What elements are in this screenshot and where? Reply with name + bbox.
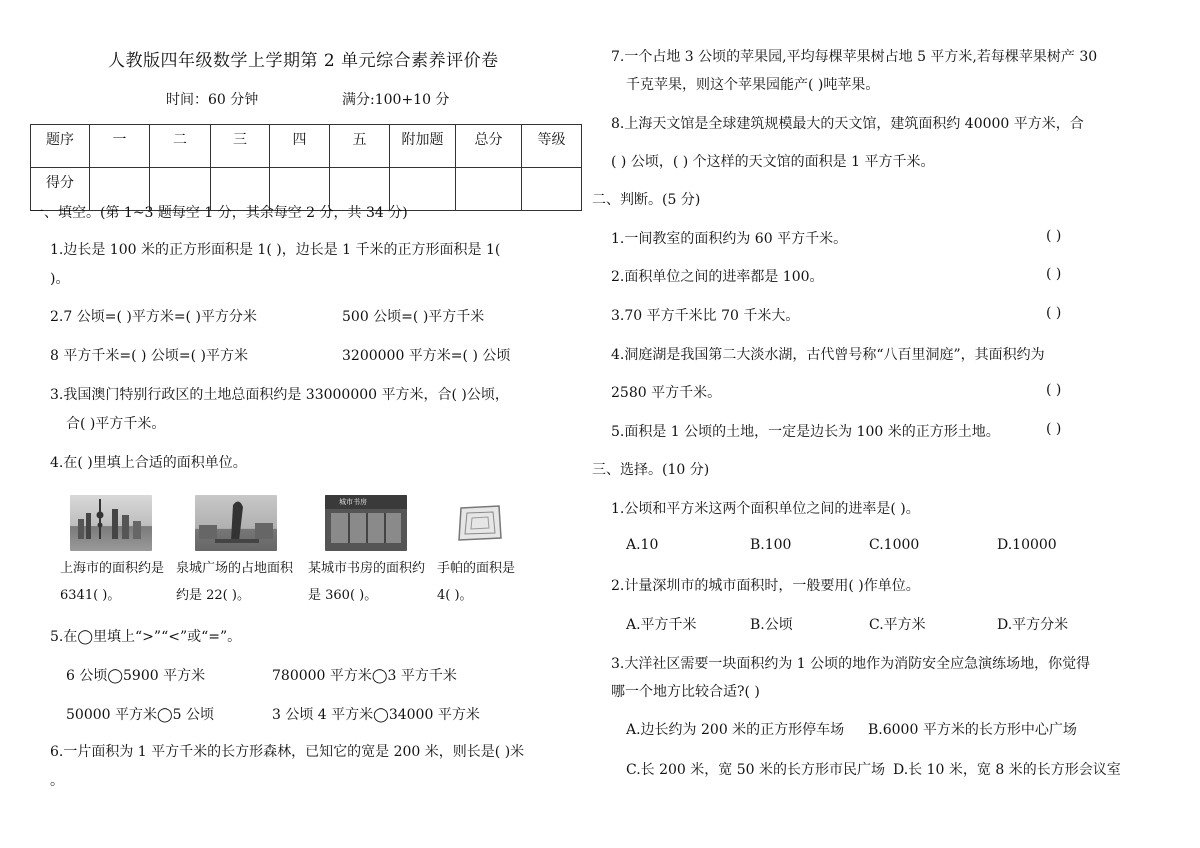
picture-1-caption-line-2: 6341( )。 bbox=[60, 588, 121, 603]
choice-2-option-b[interactable]: B.公顷 bbox=[750, 617, 793, 633]
question-2-part-b: 500 公顷=( )平方千米 bbox=[342, 309, 485, 325]
judge-3-answer[interactable]: ( ) bbox=[1046, 305, 1062, 321]
score-table-header: 五 bbox=[330, 125, 390, 168]
question-1-line-2: )。 bbox=[50, 271, 70, 287]
exam-full-score: 满分:100+10 分 bbox=[342, 92, 450, 108]
question-3-line-2: 合( )平方千米。 bbox=[66, 416, 166, 432]
shanghai-skyline-icon bbox=[70, 495, 152, 551]
question-5: 5.在◯里填上“>”“<”或“=”。 bbox=[50, 629, 242, 645]
judge-1: 1.一间教室的面积约为 60 平方千米。 bbox=[611, 231, 848, 247]
shanghai-skyline-photo bbox=[70, 495, 152, 551]
score-row-label: 得分 bbox=[31, 168, 90, 211]
score-table-header: 总分 bbox=[456, 125, 522, 168]
page-title: 人教版四年级数学上学期第 2 单元综合素养评价卷 bbox=[108, 51, 499, 71]
question-6-line-1: 6.一片面积为 1 平方千米的长方形森林，已知它的宽是 200 米，则长是( )米 bbox=[50, 744, 525, 760]
judge-5-answer[interactable]: ( ) bbox=[1046, 421, 1062, 437]
score-cell[interactable] bbox=[522, 168, 582, 211]
choice-1-option-d[interactable]: D.10000 bbox=[997, 537, 1057, 553]
judge-4-line-2: 2580 平方千米。 bbox=[611, 385, 722, 401]
question-2-part-a: 2.7 公顷=( )平方米=( )平方分米 bbox=[50, 309, 257, 325]
choice-1: 1.公顷和平方米这两个面积单位之间的进率是( )。 bbox=[611, 501, 920, 517]
picture-4-caption-line-2: 4( )。 bbox=[437, 588, 473, 603]
question-5-compare-c: 50000 平方米◯5 公顷 bbox=[66, 707, 215, 723]
picture-4-caption-line-1: 手帕的面积是 bbox=[437, 561, 516, 576]
question-6-line-2: 。 bbox=[50, 773, 64, 789]
picture-3-caption-line-2: 是 360( )。 bbox=[308, 588, 378, 603]
picture-3-caption-line-1: 某城市书房的面积约 bbox=[308, 561, 426, 576]
choice-2: 2.计量深圳市的城市面积时，一般要用( )作单位。 bbox=[611, 578, 920, 594]
choice-3-option-a[interactable]: A.边长约为 200 米的正方形停车场 bbox=[626, 722, 845, 738]
question-7-line-1: 7.一个占地 3 公顷的苹果园,平均每棵苹果树占地 5 平方米,若每棵苹果树产 30 bbox=[611, 49, 1098, 65]
choice-2-option-c[interactable]: C.平方米 bbox=[869, 617, 926, 633]
handkerchief-icon bbox=[455, 500, 505, 544]
judge-4-answer[interactable]: ( ) bbox=[1046, 382, 1062, 398]
question-1-line-1: 1.边长是 100 米的正方形面积是 1( )，边长是 1 千米的正方形面积是 1( bbox=[50, 242, 501, 258]
picture-1-caption-line-1: 上海市的面积约是 bbox=[60, 561, 165, 576]
section-2-heading: 二、判断。(5 分) bbox=[592, 192, 701, 208]
question-2-part-d: 3200000 平方米=( ) 公顷 bbox=[342, 348, 511, 364]
judge-4-line-1: 4.洞庭湖是我国第二大淡水湖，古代曾号称“八百里洞庭”，其面积约为 bbox=[611, 347, 1045, 363]
choice-3-option-b[interactable]: B.6000 平方米的长方形中心广场 bbox=[868, 722, 1077, 738]
picture-2-caption-line-1: 泉城广场的占地面积 bbox=[176, 561, 294, 576]
question-8-line-1: 8.上海天文馆是全球建筑规模最大的天文馆，建筑面积约 40000 平方米，合 bbox=[611, 116, 1084, 132]
quancheng-square-photo bbox=[195, 495, 277, 551]
choice-3-line-1: 3.大洋社区需要一块面积约为 1 公顷的地作为消防安全应急演练场地，你觉得 bbox=[611, 656, 1091, 672]
section-3-heading: 三、选择。(10 分) bbox=[592, 462, 710, 478]
score-cell[interactable] bbox=[456, 168, 522, 211]
exam-time: 时间：60 分钟 bbox=[166, 92, 259, 108]
choice-2-option-d[interactable]: D.平方分米 bbox=[997, 617, 1069, 633]
judge-2-answer[interactable]: ( ) bbox=[1046, 266, 1062, 282]
score-table-header: 题序 bbox=[31, 125, 90, 168]
score-table-header: 四 bbox=[270, 125, 330, 168]
choice-3-line-2: 哪一个地方比较合适?( ) bbox=[611, 684, 760, 700]
score-table-header: 附加题 bbox=[390, 125, 456, 168]
choice-3-option-d[interactable]: D.长 10 米，宽 8 米的长方形会议室 bbox=[893, 762, 1121, 778]
score-table-header: 三 bbox=[211, 125, 270, 168]
bookstore-sign: 城市书房 bbox=[339, 498, 367, 506]
judge-1-answer[interactable]: ( ) bbox=[1046, 228, 1062, 244]
section-1-heading: 一、填空。(第 1~3 题每空 1 分，其余每空 2 分，共 34 分) bbox=[30, 205, 408, 221]
question-5-compare-b: 780000 平方米◯3 平方千米 bbox=[272, 668, 457, 684]
score-table-header: 二 bbox=[150, 125, 211, 168]
judge-2: 2.面积单位之间的进率都是 100。 bbox=[611, 269, 824, 285]
question-7-line-2: 千克苹果，则这个苹果园能产( )吨苹果。 bbox=[626, 77, 880, 93]
score-table-header: 等级 bbox=[522, 125, 582, 168]
square-sculpture-icon bbox=[195, 495, 277, 551]
handkerchief-image bbox=[455, 500, 505, 544]
choice-1-option-b[interactable]: B.100 bbox=[750, 537, 792, 553]
question-5-compare-d: 3 公顷 4 平方米◯34000 平方米 bbox=[272, 707, 480, 723]
judge-5: 5.面积是 1 公顷的土地，一定是边长为 100 米的正方形土地。 bbox=[611, 424, 1000, 440]
picture-2-caption-line-2: 约是 22( )。 bbox=[176, 588, 250, 603]
question-5-compare-a: 6 公顷◯5900 平方米 bbox=[66, 668, 206, 684]
choice-1-option-a[interactable]: A.10 bbox=[626, 537, 659, 553]
choice-1-option-c[interactable]: C.1000 bbox=[869, 537, 920, 553]
judge-3: 3.70 平方千米比 70 千米大。 bbox=[611, 308, 800, 324]
score-table-header-row bbox=[31, 125, 582, 168]
choice-2-option-a[interactable]: A.平方千米 bbox=[626, 617, 697, 633]
choice-3-option-c[interactable]: C.长 200 米，宽 50 米的长方形市民广场 bbox=[626, 762, 885, 778]
bookstore-photo bbox=[325, 495, 407, 551]
question-8-line-2: ( ) 公顷，( ) 个这样的天文馆的面积是 1 平方千米。 bbox=[611, 154, 935, 170]
score-table-header: 一 bbox=[90, 125, 150, 168]
question-2-part-c: 8 平方千米=( ) 公顷=( )平方米 bbox=[50, 348, 249, 364]
score-table bbox=[30, 124, 582, 211]
question-3-line-1: 3.我国澳门特别行政区的土地总面积约是 33000000 平方米，合( )公顷， bbox=[50, 387, 509, 403]
question-4: 4.在( )里填上合适的面积单位。 bbox=[50, 455, 247, 471]
